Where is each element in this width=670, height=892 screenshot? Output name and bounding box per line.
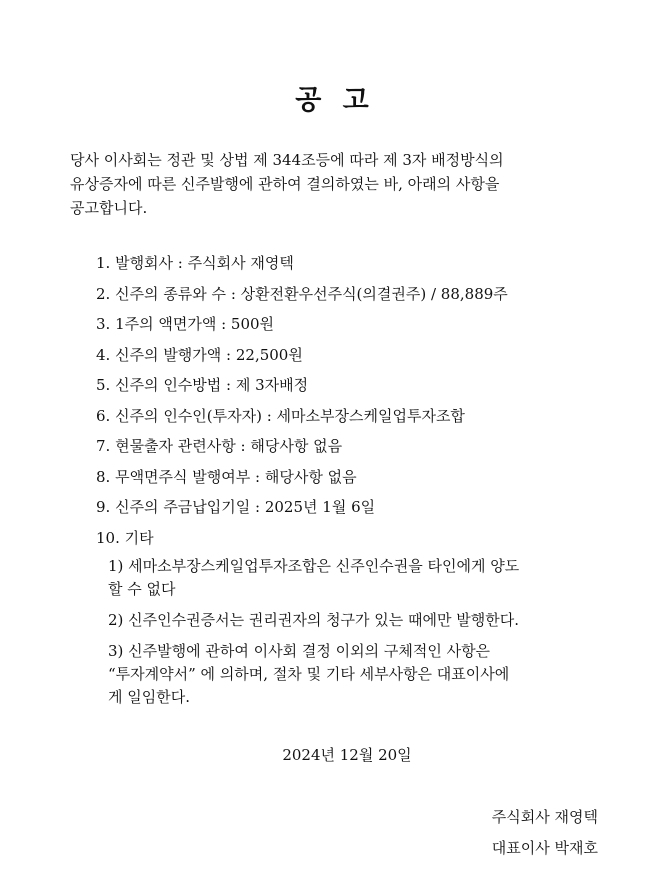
list-item: 2. 신주의 종류와 수 : 상환전환우선주식(의결권주) / 88,889주 (96, 284, 508, 303)
sub-item-list (108, 555, 608, 717)
intro-line: 유상증자에 따른 신주발행에 관하여 결의하였는 바, 아래의 사항을 (70, 175, 500, 193)
list-item: 1. 발행회사 : 주식회사 재영텍 (96, 254, 294, 272)
sub-item (108, 555, 608, 601)
sub-item (108, 640, 608, 709)
list-item: 8. 무액면주식 발행여부 : 해당사항 없음 (96, 467, 357, 486)
sub-item-line: 1) 세마소부장스케일업투자조합은 신주인수권을 타인에게 양도 (108, 557, 520, 575)
intro-line: 당사 이사회는 정관 및 상법 제 344조등에 따라 제 3자 배정방식의 (70, 151, 504, 169)
list-item: 6. 신주의 인수인(투자자) : 세마소부장스케일업투자조합 (96, 406, 465, 425)
intro-line: 공고합니다. (70, 199, 148, 217)
intro-paragraph (70, 148, 610, 220)
sub-item-line: “투자계약서” 에 의하며, 절차 및 기타 세부사항은 대표이사에 (108, 665, 510, 683)
list-item: 4. 신주의 발행가액 : 22,500원 (96, 345, 303, 364)
list-item: 7. 현물출자 관련사항 : 해당사항 없음 (96, 437, 343, 455)
list-item: 10. 기타 (96, 528, 154, 547)
company-name: 주식회사 재영텍 (491, 808, 598, 826)
notice-date: 2024년 12월 20일 (282, 746, 412, 764)
list-item: 5. 신주의 인수방법 : 제 3자배정 (96, 376, 309, 394)
representative-name: 대표이사 박재호 (491, 839, 598, 857)
sub-item-line: 3) 신주발행에 관하여 이사회 결정 이외의 구체적인 사항은 (108, 642, 491, 660)
sub-item-line: 할 수 없다 (108, 580, 176, 598)
notice-title: 공 고 (295, 85, 375, 116)
list-item: 9. 신주의 주금납입기일 : 2025년 1월 6일 (96, 498, 376, 516)
sub-item-line: 게 일임한다. (108, 688, 190, 706)
sub-item (108, 609, 608, 632)
item-list (96, 248, 616, 553)
sub-item-line: 2) 신주인수권증서는 권리권자의 청구가 있는 때에만 발행한다. (108, 611, 520, 629)
list-item: 3. 1주의 액면가액 : 500원 (96, 315, 275, 333)
